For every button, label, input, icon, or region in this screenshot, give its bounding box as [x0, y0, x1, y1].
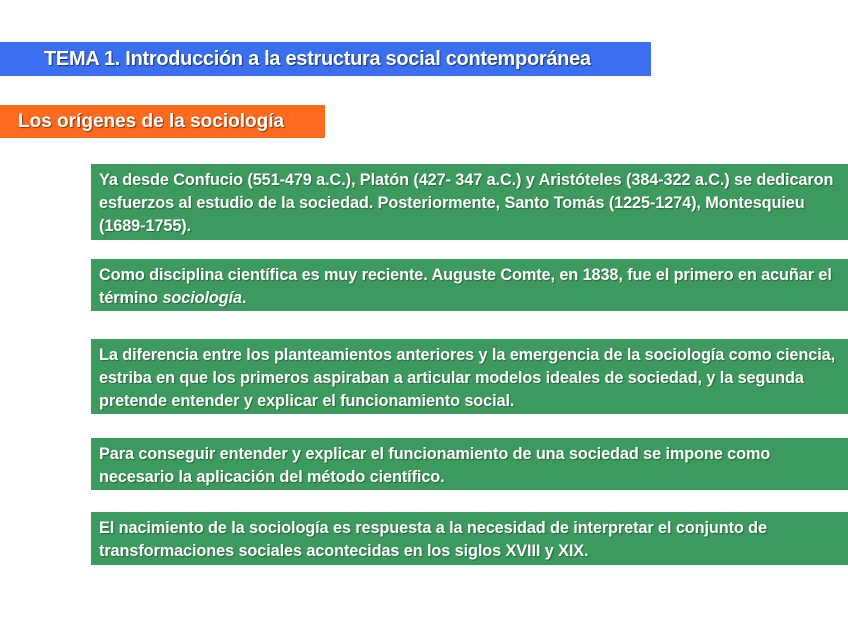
content-block-text: El nacimiento de la sociología es respuesta a la necesidad de interpretar el conjunto de transformaciones sociales acontecidas en los siglos XVIII y XIX. — [99, 519, 767, 560]
content-block-scientific-method — [91, 438, 848, 490]
content-text-before: Como disciplina científica es muy reciente. Auguste Comte, en 1838, fue el primero en acuñar el término — [99, 266, 832, 307]
slide-title: TEMA 1. Introducción a la estructura social contemporánea — [44, 47, 591, 70]
content-block-birth — [91, 512, 848, 565]
section-heading-bar — [0, 105, 325, 138]
slide-title-bar — [0, 42, 651, 76]
content-block-text: La diferencia entre los planteamientos anteriores y la emergencia de la sociología como ciencia, estriba en que los primeros aspiraban a articular modelos ideales de sociedad, y la segunda pretende entender y explicar el funcionamiento social. — [99, 346, 835, 410]
content-block-difference — [91, 339, 848, 414]
content-block-text — [99, 264, 842, 310]
content-block-origins — [91, 164, 848, 240]
emphasized-term: sociología — [162, 289, 242, 307]
content-block-text: Ya desde Confucio (551-479 a.C.), Platón (427- 347 a.C.) y Aristóteles (384-322 a.C.) se dedicaron esfuerzos al estudio de la sociedad. Posteriormente, Santo Tomás (1225-1274), Montesquieu (1689-1755). — [99, 171, 834, 235]
content-text-after: . — [241, 289, 247, 307]
section-heading: Los orígenes de la sociología — [18, 110, 285, 132]
content-block-comte — [91, 259, 848, 311]
content-block-text: Para conseguir entender y explicar el funcionamiento de una sociedad se impone como necesario la aplicación del método científico. — [99, 445, 771, 486]
